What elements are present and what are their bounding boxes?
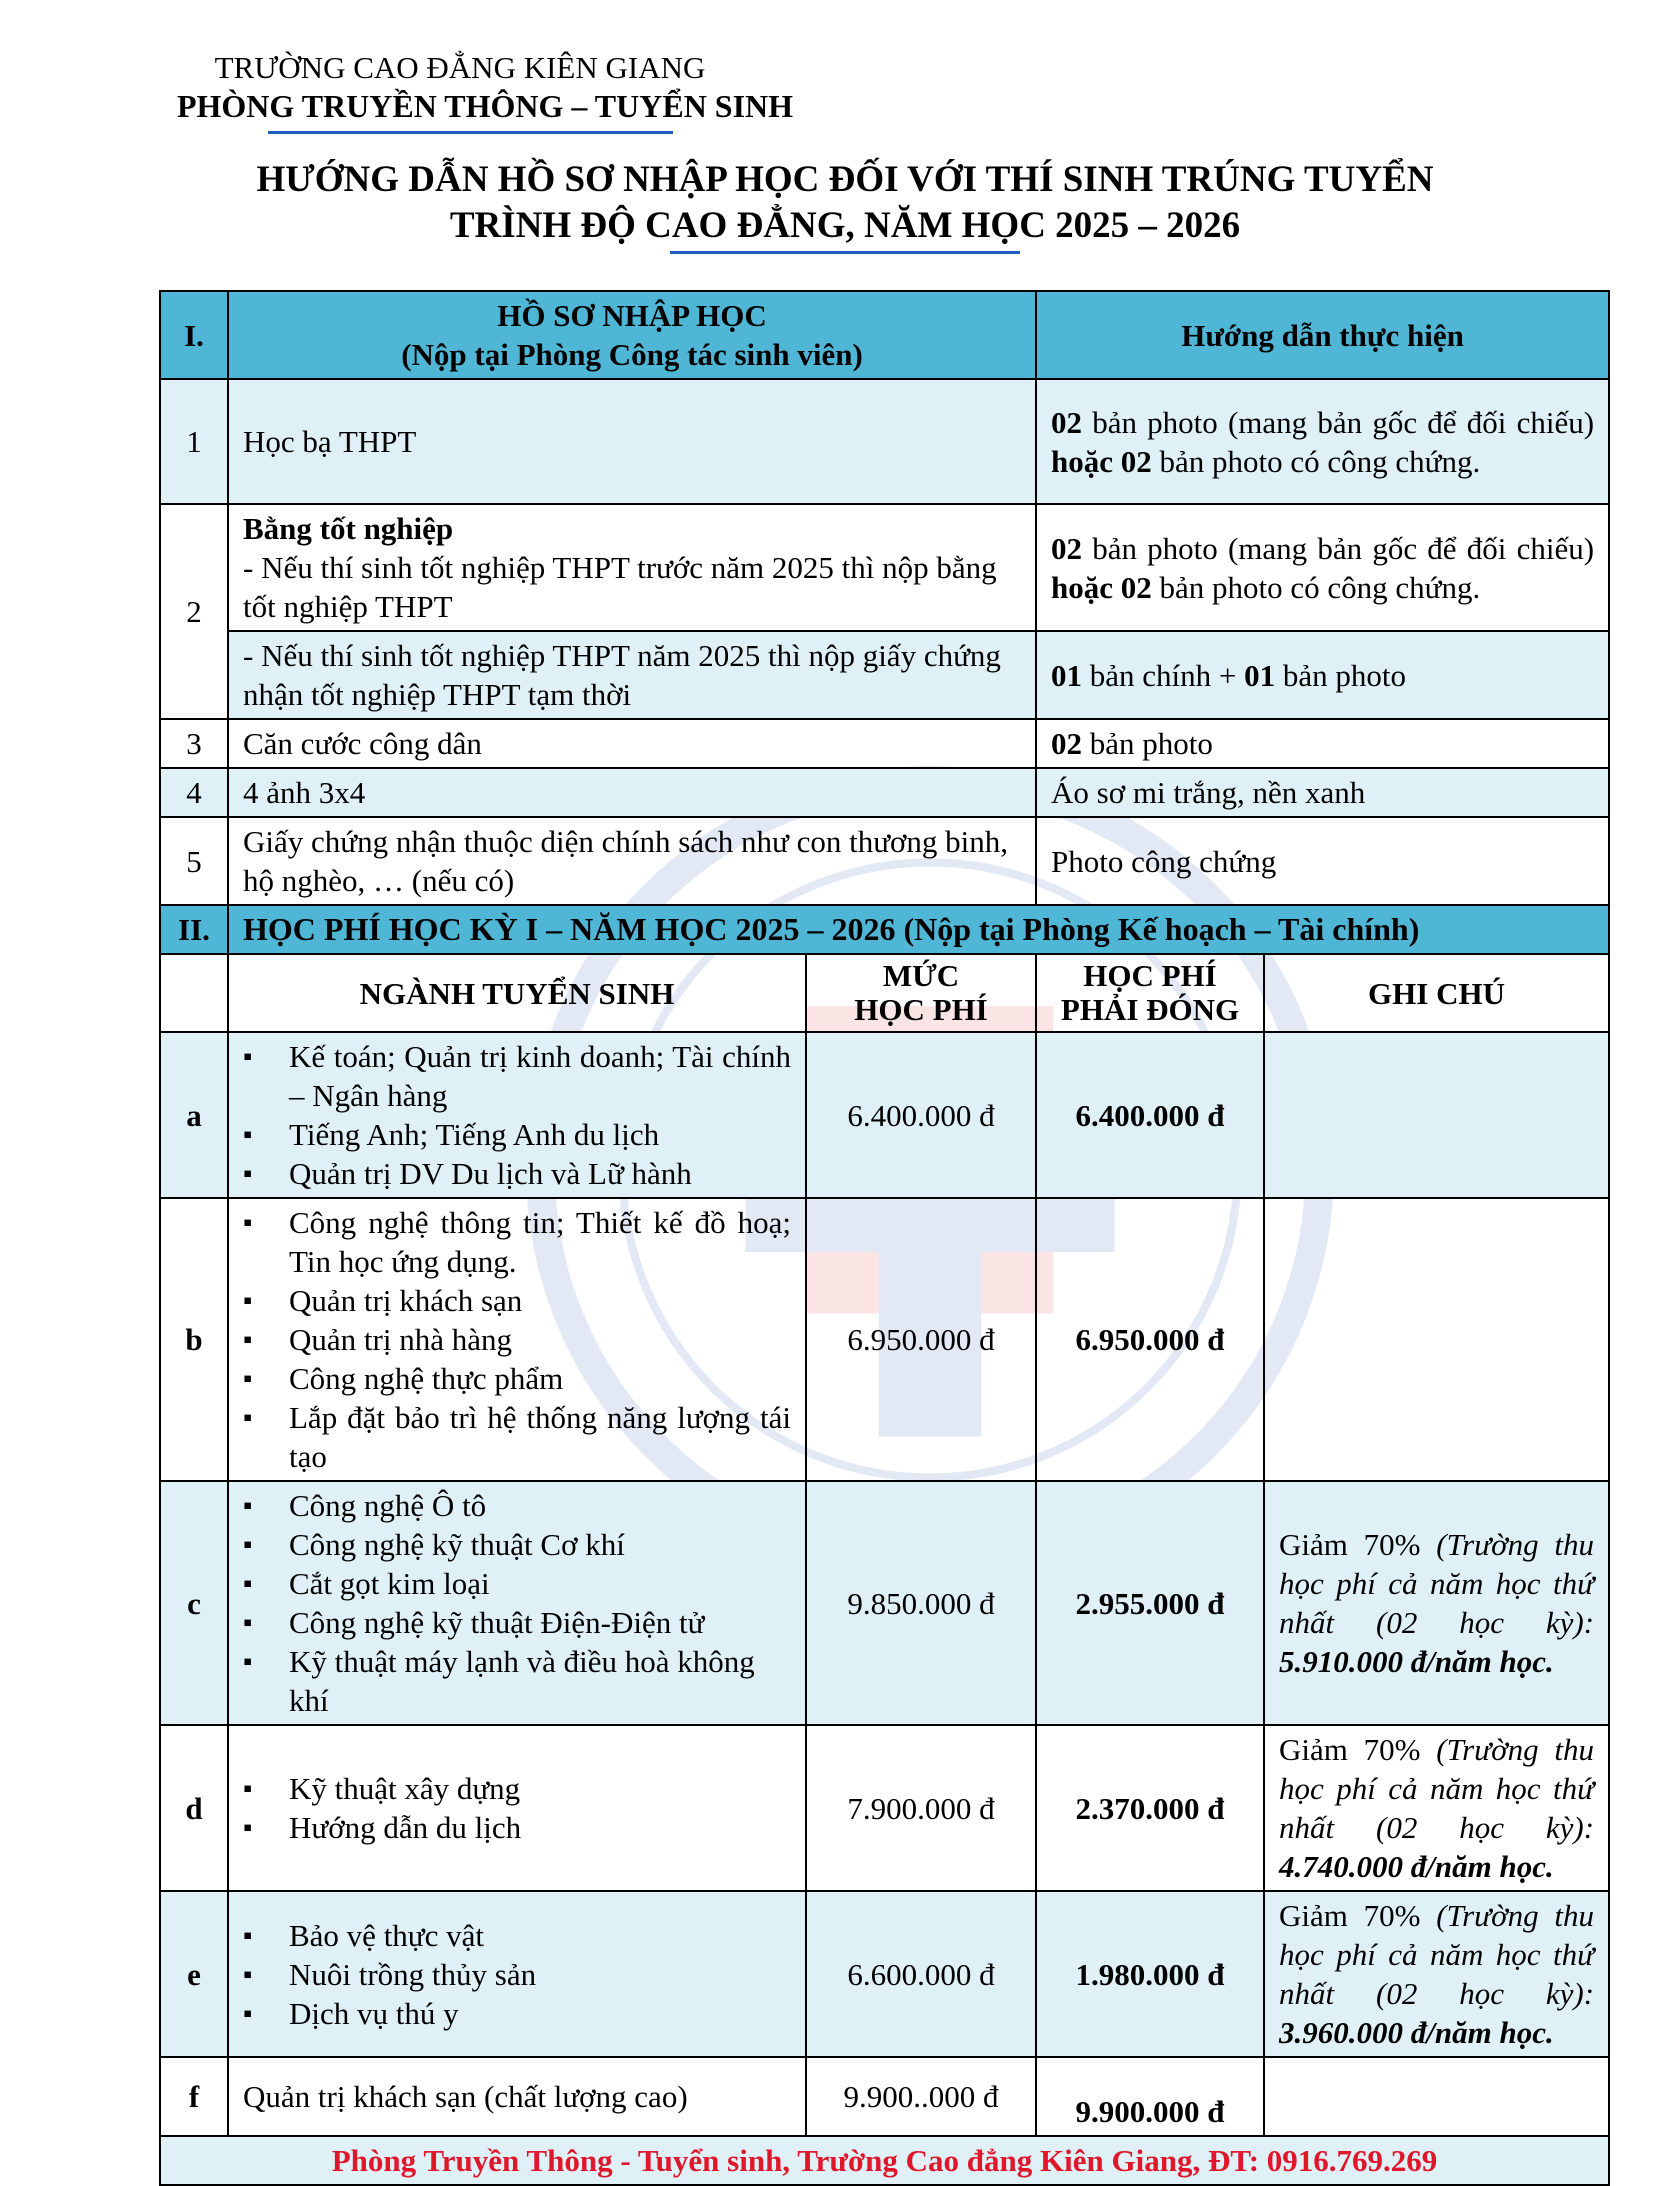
major-item: ▪ Cắt gọt kim loại: [243, 1564, 791, 1603]
title-underline: [670, 251, 1020, 254]
amount-payable: 2.370.000 đ: [1036, 1725, 1264, 1891]
table-row: [160, 504, 1609, 631]
annual-fee: 4.740.000 đ/năm học.: [1279, 1849, 1554, 1884]
section1-heading-line1: HỒ SƠ NHẬP HỌC: [497, 298, 767, 333]
major-item: ▪ Quản trị DV Du lịch và Lữ hành: [243, 1154, 791, 1193]
major-item: ▪ Dịch vụ thú y: [243, 1994, 791, 2033]
discount-label: Giảm 70%: [1279, 1898, 1437, 1933]
fee-row: [160, 1481, 1609, 1725]
document-item: Học bạ THPT: [228, 379, 1036, 504]
major-item: ▪ Kế toán; Quản trị kinh doanh; Tài chính – Ngân hàng: [243, 1037, 791, 1115]
major-item: ▪ Công nghệ Ô tô: [243, 1486, 791, 1525]
col-header-pay-line2: PHẢI ĐÓNG: [1060, 992, 1240, 1027]
department-name: PHÒNG TRUYỀN THÔNG – TUYỂN SINH: [176, 88, 794, 124]
header-underline: [268, 131, 673, 134]
document-item: Giấy chứng nhận thuộc diện chính sách như con thương binh, hộ nghèo, … (nếu có): [228, 817, 1036, 905]
guide-alt: hoặc 02: [1051, 443, 1152, 479]
section2-number: II.: [160, 905, 228, 954]
tuition-fee: 6.400.000 đ: [806, 1032, 1036, 1198]
table-row: [160, 631, 1609, 719]
document-guide: [1036, 631, 1609, 719]
guide-count: 01: [1051, 657, 1083, 693]
fee-row: [160, 1725, 1609, 1891]
fee-group-letter: d: [160, 1725, 228, 1891]
fee-note: [1264, 2057, 1609, 2136]
row-number: 5: [160, 817, 228, 905]
document-item: [228, 504, 1036, 631]
guide-count: 02: [1051, 404, 1083, 440]
row-number: 1: [160, 379, 228, 504]
guide-alt: hoặc 02: [1051, 569, 1152, 605]
amount-payable: 6.400.000 đ: [1036, 1032, 1264, 1198]
row-number: 2: [160, 504, 228, 719]
major-item: Quản trị khách sạn (chất lượng cao): [228, 2057, 806, 2136]
tuition-fee: 6.950.000 đ: [806, 1198, 1036, 1481]
fee-group-letter: b: [160, 1198, 228, 1481]
major-item: ▪ Kỹ thuật máy lạnh và điều hoà không khí: [243, 1642, 791, 1720]
major-item: ▪ Quản trị nhà hàng: [243, 1320, 791, 1359]
discount-label: Giảm 70%: [1279, 1527, 1437, 1562]
document-item-detail: - Nếu thí sinh tốt nghiệp THPT trước năm 2025 thì nộp bằng tốt nghiệp THPT: [243, 550, 997, 624]
col-header-pay-line1: HỌC PHÍ: [1083, 958, 1217, 993]
major-list: [228, 1198, 806, 1481]
fee-group-letter: f: [160, 2057, 228, 2136]
document-guide: [1036, 379, 1609, 504]
fee-row: [160, 1198, 1609, 1481]
admission-table: [159, 290, 1610, 2186]
guide-text: bản photo có công chứng.: [1151, 443, 1481, 479]
fee-row: [160, 1032, 1609, 1198]
document-guide: [1036, 504, 1609, 631]
fee-row: [160, 1891, 1609, 2057]
annual-fee: 5.910.000 đ/năm học.: [1279, 1644, 1554, 1679]
section2-heading: HỌC PHÍ HỌC KỲ I – NĂM HỌC 2025 – 2026 (Nộp tại Phòng Kế hoạch – Tài chính): [228, 905, 1609, 954]
amount-payable: 2.955.000 đ: [1036, 1481, 1264, 1725]
amount-payable: 1.980.000 đ: [1036, 1891, 1264, 2057]
row-number: 4: [160, 768, 228, 817]
document-title-line1: HƯỚNG DẪN HỒ SƠ NHẬP HỌC ĐỐI VỚI THÍ SINH TRÚNG TUYỂN: [256, 159, 1434, 200]
fee-note: [1264, 1891, 1609, 2057]
guide-text: bản photo: [1275, 657, 1407, 693]
guide-text: bản photo (mang bản gốc để đối chiếu): [1082, 404, 1595, 440]
col-header-fee-line1: MỨC: [882, 958, 960, 993]
col-header-note: GHI CHÚ: [1264, 954, 1609, 1032]
guide-count: 01: [1244, 657, 1276, 693]
table-row: [160, 817, 1609, 905]
discount-label: Giảm 70%: [1279, 1732, 1437, 1767]
fee-row: [160, 2057, 1609, 2136]
footer-row: [160, 2136, 1609, 2185]
contact-footer: Phòng Truyền Thông - Tuyển sinh, Trường Cao đẳng Kiên Giang, ĐT: 0916.769.269: [160, 2136, 1609, 2185]
col-header-fee-line2: HỌC PHÍ: [854, 992, 988, 1027]
section1-heading: [228, 291, 1036, 379]
major-item: ▪ Tiếng Anh; Tiếng Anh du lịch: [243, 1115, 791, 1154]
fee-group-letter: c: [160, 1481, 228, 1725]
major-item: ▪ Lắp đặt bảo trì hệ thống năng lượng tái tạo: [243, 1398, 791, 1476]
tuition-fee: 6.600.000 đ: [806, 1891, 1036, 2057]
document-item: Căn cước công dân: [228, 719, 1036, 768]
fee-group-letter: a: [160, 1032, 228, 1198]
major-item: ▪ Nuôi trồng thủy sản: [243, 1955, 791, 1994]
major-list: [228, 1481, 806, 1725]
document-guide: [1036, 719, 1609, 768]
discount-detail: (Trường thu học phí cả năm học thứ nhất (02 học kỳ):: [1279, 1527, 1595, 1640]
major-item: ▪ Bảo vệ thực vật: [243, 1916, 791, 1955]
major-item: ▪ Công nghệ kỹ thuật Cơ khí: [243, 1525, 791, 1564]
guide-text: bản photo (mang bản gốc để đối chiếu): [1082, 530, 1595, 566]
tuition-fee: 9.900..000 đ: [806, 2057, 1036, 2136]
tuition-fee: 7.900.000 đ: [806, 1725, 1036, 1891]
document-item: 4 ảnh 3x4: [228, 768, 1036, 817]
row-number: 3: [160, 719, 228, 768]
major-list: [228, 1891, 806, 2057]
major-list: [228, 1725, 806, 1891]
major-item: ▪ Công nghệ kỹ thuật Điện-Điện tử: [243, 1603, 791, 1642]
table-row: [160, 379, 1609, 504]
guide-text: bản photo có công chứng.: [1151, 569, 1481, 605]
discount-detail: (Trường thu học phí cả năm học thứ nhất (02 học kỳ):: [1279, 1732, 1595, 1845]
section1-guide-heading: Hướng dẫn thực hiện: [1036, 291, 1609, 379]
school-name: TRƯỜNG CAO ĐẲNG KIÊN GIANG: [214, 50, 706, 85]
annual-fee: 3.960.000 đ/năm học.: [1279, 2015, 1554, 2050]
fee-group-letter: e: [160, 1891, 228, 2057]
empty-cell: [160, 954, 228, 1032]
major-item: ▪ Công nghệ thực phẩm: [243, 1359, 791, 1398]
major-item: ▪ Hướng dẫn du lịch: [243, 1808, 791, 1847]
guide-text: bản photo: [1082, 726, 1213, 761]
col-header-pay: [1036, 954, 1264, 1032]
amount-payable: 6.950.000 đ: [1036, 1198, 1264, 1481]
fee-note: [1264, 1725, 1609, 1891]
document-guide: Áo sơ mi trắng, nền xanh: [1036, 768, 1609, 817]
document-item-detail: - Nếu thí sinh tốt nghiệp THPT năm 2025 thì nộp giấy chứng nhận tốt nghiệp THPT tạm thời: [228, 631, 1036, 719]
guide-count: 02: [1051, 726, 1083, 761]
discount-detail: (Trường thu học phí cả năm học thứ nhất (02 học kỳ):: [1279, 1898, 1595, 2011]
table-row: [160, 719, 1609, 768]
document-title-line2: TRÌNH ĐỘ CAO ĐẲNG, NĂM HỌC 2025 – 2026: [449, 205, 1241, 246]
major-item: ▪ Kỹ thuật xây dựng: [243, 1769, 791, 1808]
tuition-fee: 9.850.000 đ: [806, 1481, 1036, 1725]
document-item-title: Bằng tốt nghiệp: [243, 511, 454, 546]
guide-count: 02: [1051, 530, 1083, 566]
amount-payable: 9.900.000 đ: [1036, 2057, 1264, 2136]
fee-note: [1264, 1481, 1609, 1725]
fee-note: [1264, 1198, 1609, 1481]
fee-note: [1264, 1032, 1609, 1198]
table-row: [160, 768, 1609, 817]
section1-heading-line2: (Nộp tại Phòng Công tác sinh viên): [401, 337, 863, 372]
fee-column-header-row: [160, 954, 1609, 1032]
document-guide: Photo công chứng: [1036, 817, 1609, 905]
col-header-fee: [806, 954, 1036, 1032]
section1-header-row: [160, 291, 1609, 379]
guide-text: bản chính +: [1082, 657, 1245, 693]
section1-number: I.: [160, 291, 228, 379]
major-item: ▪ Quản trị khách sạn: [243, 1281, 791, 1320]
major-list: [228, 1032, 806, 1198]
section2-header-row: [160, 905, 1609, 954]
col-header-major: NGÀNH TUYỂN SINH: [228, 954, 806, 1032]
major-item: ▪ Công nghệ thông tin; Thiết kế đồ hoạ; Tin học ứng dụng.: [243, 1203, 791, 1281]
